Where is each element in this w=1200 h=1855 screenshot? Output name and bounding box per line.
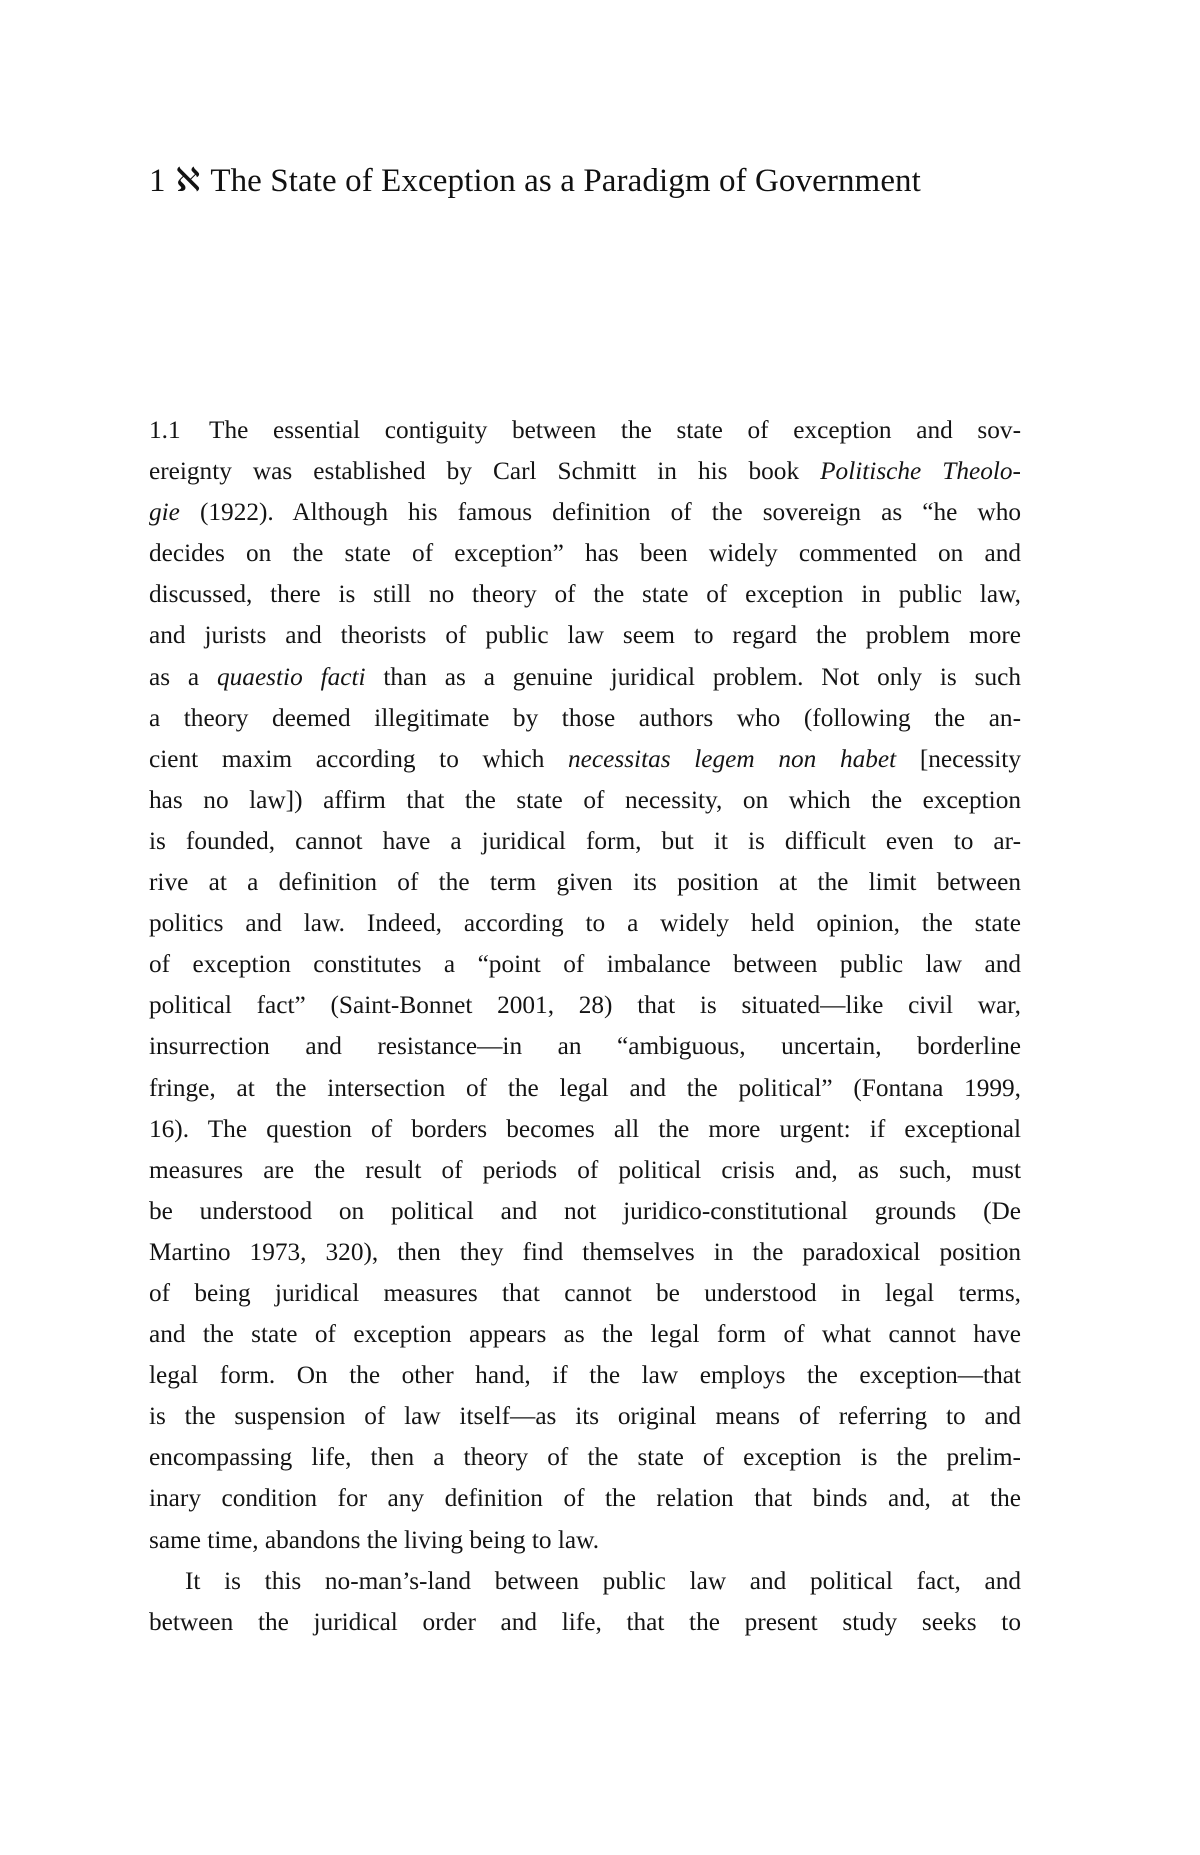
- text-span: as a: [149, 662, 217, 691]
- text-span: [necessity: [896, 744, 1021, 773]
- text-line: [149, 739, 1021, 780]
- chapter-number: 1: [149, 163, 166, 199]
- book-title-italic: gie: [149, 498, 180, 527]
- text-line: encompassing life, then a theory of the state of exception is the prelim-: [149, 1443, 1021, 1472]
- latin-term-italic: necessitas legem non habet: [568, 744, 897, 773]
- text-line: 16). The question of borders becomes all the more urgent: if exceptional: [149, 1114, 1021, 1143]
- text-line: is founded, cannot have a juridical form, but it is difficult even to ar-: [149, 826, 1021, 855]
- latin-term-italic: quaestio facti: [217, 662, 366, 691]
- text-line: is the suspension of law itself—as its original means of referring to and: [149, 1402, 1021, 1431]
- text-line: [149, 451, 1021, 492]
- text-line: same time, abandons the living being to law.: [149, 1525, 600, 1554]
- text-line: [149, 657, 1021, 698]
- text-line: and the state of exception appears as the legal form of what cannot have: [149, 1320, 1021, 1349]
- text-line: has no law]) affirm that the state of necessity, on which the exception: [149, 785, 1021, 814]
- text-line: decides on the state of exception” has been widely commented on and: [149, 539, 1021, 568]
- text-line: fringe, at the intersection of the legal and the political” (Fontana 1999,: [149, 1073, 1021, 1102]
- chapter-heading: [149, 160, 921, 200]
- text-line: [149, 492, 1021, 533]
- text-line: be understood on political and not juridico-constitutional grounds (De: [149, 1196, 1021, 1225]
- text-line: measures are the result of periods of political crisis and, as such, must: [149, 1155, 1021, 1184]
- text-line: of exception constitutes a “point of imbalance between public law and: [149, 950, 1021, 979]
- text-line: [149, 410, 1021, 451]
- text-span: The essential contiguity between the state of exception and sov-: [209, 416, 1021, 444]
- text-line: between the juridical order and life, that the present study seeks to: [149, 1607, 1021, 1636]
- text-line: Martino 1973, 320), then they find themselves in the paradoxical position: [149, 1237, 1021, 1266]
- text-line: discussed, there is still no theory of the state of exception in public law,: [149, 580, 1021, 609]
- text-line: of being juridical measures that cannot be understood in legal terms,: [149, 1278, 1021, 1307]
- text-line: rive at a definition of the term given its position at the limit between: [149, 868, 1021, 897]
- text-line: insurrection and resistance—in an “ambiguous, uncertain, borderline: [149, 1032, 1021, 1061]
- text-line: political fact” (Saint-Bonnet 2001, 28) that is situated—like civil war,: [149, 991, 1021, 1020]
- section-number: 1.1: [149, 416, 181, 444]
- text-span: than as a genuine juridical problem. Not only is such: [365, 662, 1021, 691]
- body-text: [149, 410, 1021, 1643]
- text-span: (1922). Although his famous definition of the sovereign as “he who: [179, 498, 1021, 527]
- text-line: legal form. On the other hand, if the law employs the exception—that: [149, 1361, 1021, 1390]
- book-title-italic: Politische Theolo-: [820, 457, 1021, 486]
- text-line: a theory deemed illegitimate by those authors who (following the an-: [149, 703, 1021, 732]
- text-span: cient maxim according to which: [149, 744, 569, 773]
- aleph-mark: ℵ: [175, 163, 201, 199]
- text-line: and jurists and theorists of public law seem to regard the problem more: [149, 621, 1021, 650]
- text-line: It is this no-man’s-land between public law and political fact, and: [185, 1566, 1021, 1595]
- chapter-title: The State of Exception as a Paradigm of Government: [210, 163, 921, 199]
- text-line: politics and law. Indeed, according to a widely held opinion, the state: [149, 909, 1021, 938]
- text-line: inary condition for any definition of the relation that binds and, at the: [149, 1484, 1021, 1513]
- text-span: ereignty was established by Carl Schmitt in his book: [149, 457, 821, 486]
